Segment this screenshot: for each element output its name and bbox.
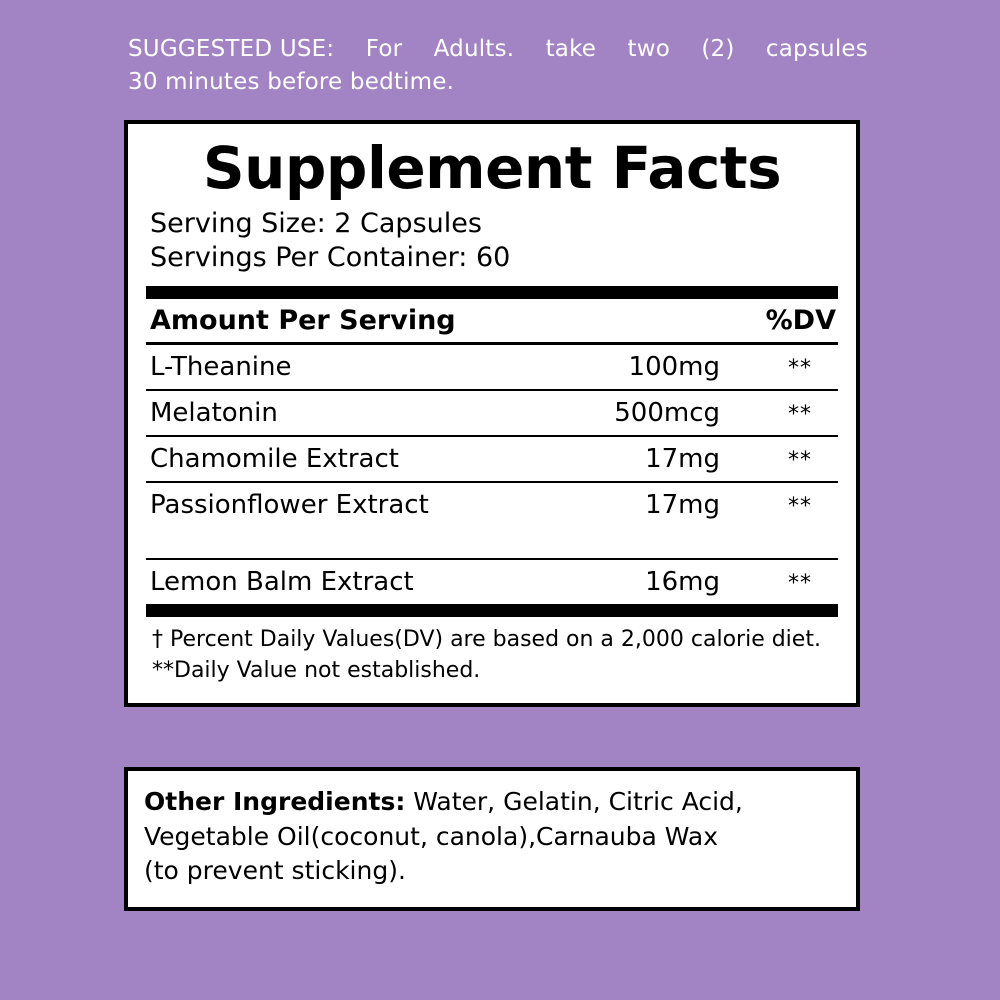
other-ingredients-line-3: (to prevent sticking). [144,856,406,885]
ingredient-name: Melatonin [150,397,278,428]
suggested-use-label: SUGGESTED USE: [128,36,335,62]
ingredient-amount: 500mcg [614,397,720,428]
suggested-use-word-3: two [627,36,671,62]
page-title: Supplement Facts [202,134,782,202]
other-ingredients-panel [124,767,860,911]
ingredient-dv: ** [788,493,812,519]
table-row [146,345,838,389]
ingredient-amount: 100mg [628,351,720,382]
ingredient-amount: 16mg [645,566,720,597]
other-ingredients-line-1: Water, Gelatin, Citric Acid, [413,787,743,816]
suggested-use-line-1 [128,34,868,65]
ingredient-amount: 17mg [645,489,720,520]
suggested-use-word-2: take [545,36,597,62]
ingredient-dv: ** [788,447,812,473]
ingredient-name: L-Theanine [150,351,292,382]
ingredient-dv: ** [788,401,812,427]
suggested-use-word-0: For [365,36,403,62]
table-row [146,560,838,604]
servings-per-container: Servings Per Container: 60 [150,242,511,274]
serving-size: Serving Size: 2 Capsules [150,207,482,239]
suggested-use-line-2: 30 minutes before bedtime. [128,69,455,96]
suggested-use-word-4: (2) [701,36,735,62]
ingredient-name: Chamomile Extract [150,443,399,474]
suggested-use-word-1: Adults. [433,36,515,62]
amount-per-serving-header: Amount Per Serving [150,304,456,336]
ingredient-dv: ** [788,570,812,596]
other-ingredients-label: Other Ingredients: [144,787,406,816]
table-row [146,437,838,481]
footnote-block [146,617,838,693]
divider-thick-top [146,286,838,299]
footnote-not-established: **Daily Value not established. [152,657,481,683]
ingredient-dv: ** [788,355,812,381]
supplement-facts-inner [128,124,856,703]
table-row [146,391,838,435]
supplement-facts-panel [124,120,860,707]
footnote-daily-values: † Percent Daily Values(DV) are based on a 2,000 calorie diet. [152,626,821,652]
suggested-use-word-5: capsules [765,36,868,62]
ingredient-amount: 17mg [645,443,720,474]
daily-value-header: %DV [765,304,836,336]
ingredient-name: Passionflower Extract [150,489,429,520]
other-ingredients-line-2: Vegetable Oil(coconut, canola),Carnauba Wax [144,821,719,851]
other-ingredients-text [144,785,840,889]
divider-thick-bottom [146,604,838,617]
suggested-use-block [128,34,868,98]
table-row [146,483,838,558]
ingredient-name: Lemon Balm Extract [150,566,414,597]
table-header-row [146,299,838,342]
